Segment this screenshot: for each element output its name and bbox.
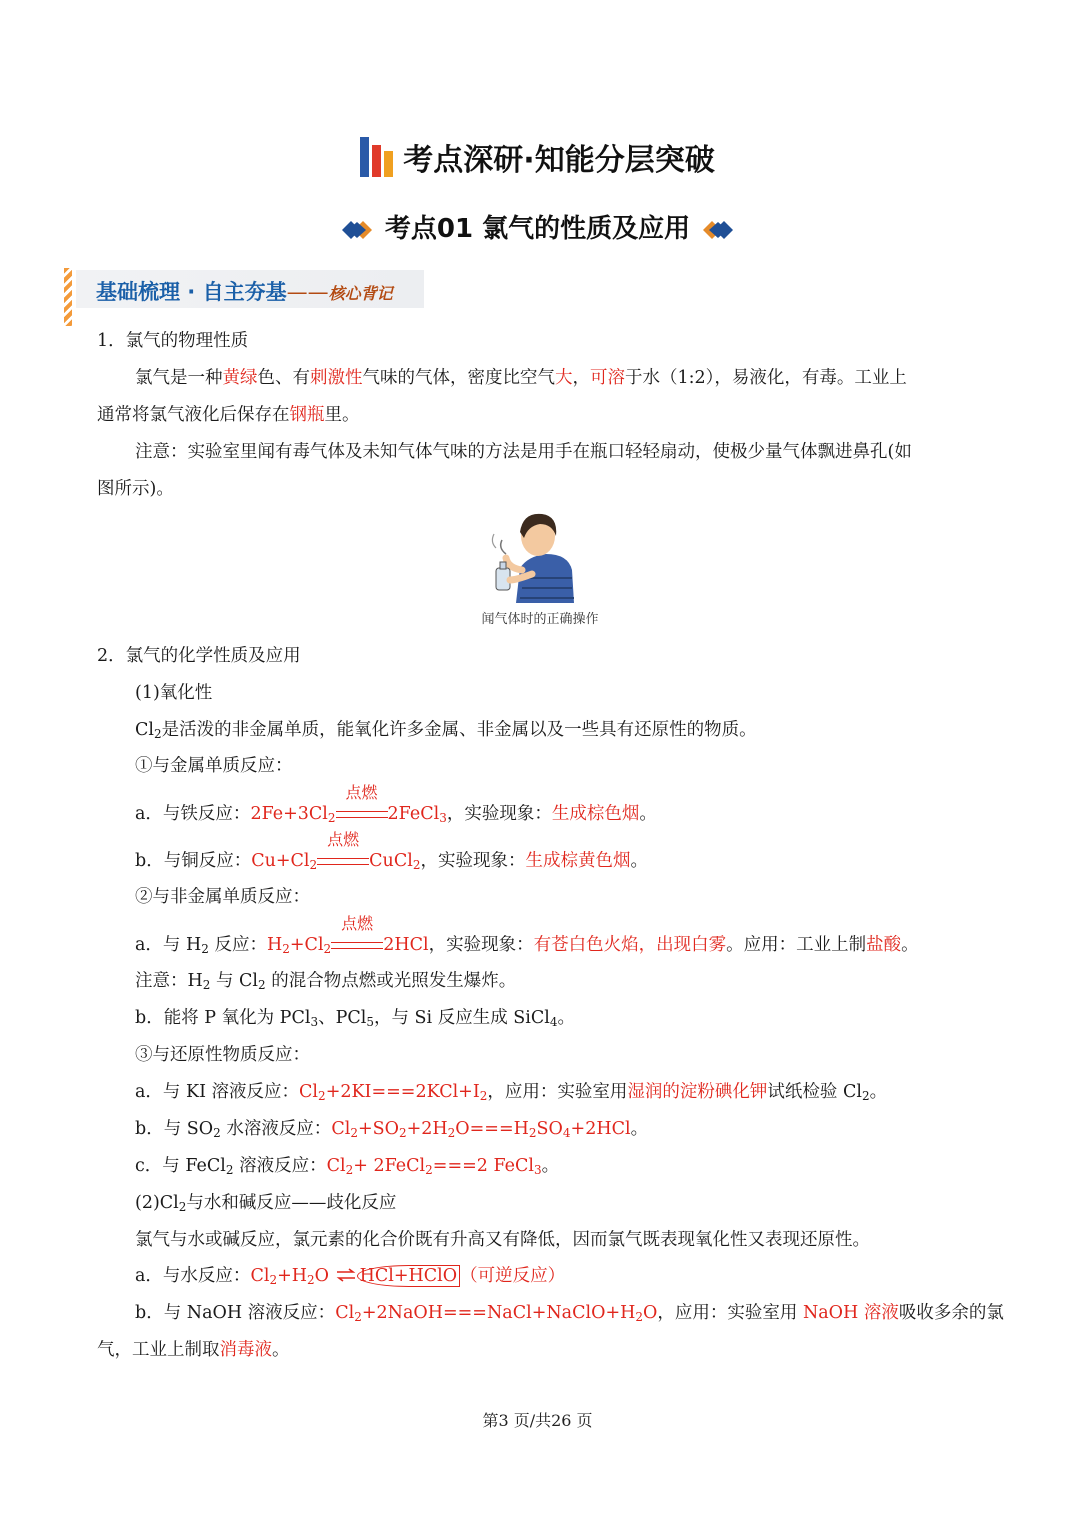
- s1-heading: 1．氯气的物理性质: [97, 331, 249, 351]
- page-header: [0, 133, 1075, 185]
- section-title-text: 基础梳理 · 自主夯基: [96, 280, 287, 304]
- reaction-fecl2: c．与 FeCl$_2$ 溶液反应：$Cl_2+$ 2FeCl$_2$===2 FeCl$_3$。: [135, 1156, 560, 1177]
- s2-sub2: $(2)Cl_2$与水和碱反应——歧化反应: [135, 1193, 397, 1214]
- reaction-naoh: b．与 NaOH 溶液反应：$Cl_2+2NaOH===NaCl+NaClO+H_2O$，应用：实验室用 NaOH 溶液吸收多余的氯: [135, 1303, 1004, 1324]
- reaction-iron: a．与铁反应：$2Fe+3Cl_2$ 点燃 2FeCl$_3$，实验现象：生成棕色烟。: [135, 783, 657, 825]
- s2-nonmetal-heading: ②与非金属单质反应：: [135, 887, 310, 907]
- reaction-hydrogen: a．与 $H_2$ 反应：$H_2+Cl_2$ 点燃 2HCl，实验现象：有苍白色火焰，出现白雾。应用：工业上制盐酸。: [135, 914, 919, 956]
- phosphorus-line: b．能将 P 氧化为 PCl$_3$、PCl$_5$，与 Si 反应生成 SiCl$_4$。: [135, 1008, 575, 1029]
- s2-reductant-heading: ③与还原性物质反应：: [135, 1045, 310, 1065]
- disproportionation-text: 氯气与水或碱反应，氯元素的化合价既有升高又有降低，因而氯气既表现氧化性又表现还原性。: [135, 1230, 870, 1250]
- section-band: [64, 268, 424, 308]
- section-title: [96, 276, 393, 306]
- condition-ignite: 点燃: [336, 804, 388, 824]
- topic-title: [0, 208, 1075, 245]
- condition-ignite: 点燃: [331, 935, 383, 955]
- header-title-text: 考点深研·知能分层突破: [403, 143, 715, 178]
- reaction-water: a．与水反应：$Cl_2+H_2O$ HCl+HClO （可逆反应）: [135, 1266, 566, 1287]
- figure-caption: 闻气体时的正确操作: [481, 612, 599, 627]
- s2-heading: 2．氯气的化学性质及应用: [97, 646, 301, 666]
- hydrogen-note: 注意：$H_2$ 与 $Cl_2$ 的混合物点燃或光照发生爆炸。: [135, 971, 517, 992]
- book-logo-icon: [360, 133, 393, 177]
- reaction-naoh-line2: 气，工业上制取消毒液。: [97, 1340, 290, 1360]
- section-dash: ——: [286, 280, 329, 304]
- smelling-gas-illustration: [468, 508, 608, 603]
- reaction-copper: b．与铜反应：$Cu+Cl_2$ 点燃 CuCl$_2$，实验现象：生成棕黄色烟。: [135, 830, 648, 872]
- s1-paragraph-line1: 氯气是一种黄绿色、有刺激性气味的气体，密度比空气大，可溶于水（1:2），易液化，有毒。工业上: [135, 368, 907, 388]
- s1-paragraph-line2: 通常将氯气液化后保存在钢瓶里。: [97, 405, 360, 425]
- diamond-left-icon: [338, 218, 376, 242]
- s2-sub1: (1)氧化性: [135, 683, 213, 703]
- s1-note-line2: 图所示)。: [97, 479, 174, 499]
- section-subtitle: 核心背记: [328, 284, 393, 303]
- reaction-ki: a．与 KI 溶液反应：$Cl_2+2KI===2KCl+I_2$，应用：实验室用湿润的淀粉碘化钾试纸检验 $Cl_2$。: [135, 1082, 888, 1103]
- topic-title-text: 考点01 氯气的性质及应用: [384, 214, 691, 244]
- diamond-right-icon: [699, 218, 737, 242]
- reaction-so2: b．与 $SO_2$ 水溶液反应：$Cl_2+SO_2+2H_2O===H_2SO_4+2HCl$。: [135, 1119, 649, 1140]
- band-stripe: [64, 268, 72, 326]
- condition-ignite: 点燃: [317, 851, 369, 871]
- s2-metal-heading: ①与金属单质反应：: [135, 756, 293, 776]
- s1-note-line1: 注意：实验室里闻有毒气体及未知气体气味的方法是用手在瓶口轻轻扇动，使极少量气体飘进鼻孔(如: [135, 442, 912, 462]
- reversible-arrow-icon: [335, 1267, 357, 1283]
- s2-intro: $Cl_2$是活泼的非金属单质，能氧化许多金属、非金属以及一些具有还原性的物质。: [135, 720, 757, 741]
- page-number: 第3 页/共26 页: [482, 1411, 593, 1430]
